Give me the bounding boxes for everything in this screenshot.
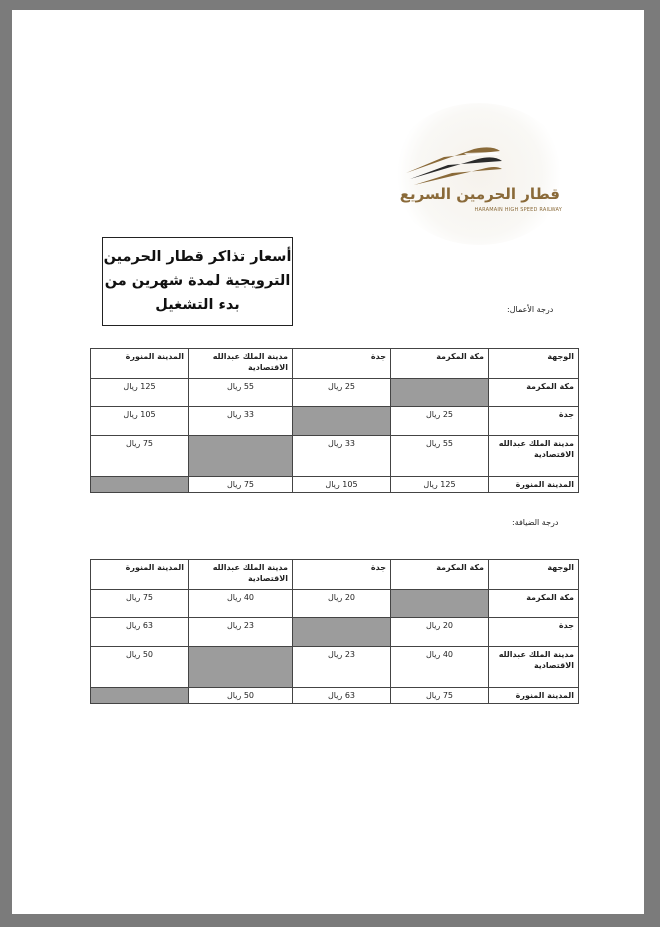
table-row [91,647,579,688]
fare-cell: 55 ريال [189,379,293,407]
haramain-logo [390,103,568,245]
row-destination: المدينة المنورة [489,688,579,704]
logo-english-name: HARAMAIN HIGH SPEED RAILWAY [474,207,562,213]
empty-cell [293,407,391,436]
title-line: بدء التشغيل [155,297,240,313]
header-destination: الوجهة [489,560,579,590]
fare-cell: 55 ريال [391,436,489,477]
fare-cell: 105 ريال [293,477,391,493]
fare-cell: 50 ريال [189,688,293,704]
fare-cell: 75 ريال [391,688,489,704]
business-class-label: درجة الأعمال: [507,305,554,314]
logo-arabic-name: قطار الحرمين السريع [399,185,560,203]
table-row [91,379,579,407]
header-madinah: المدينة المنورة [91,560,189,590]
fare-cell: 125 ريال [91,379,189,407]
fare-cell: 20 ريال [391,618,489,647]
header-makkah: مكة المكرمة [391,560,489,590]
row-destination: مدينة الملك عبدالله الاقتصادية [489,436,579,477]
fare-cell: 20 ريال [293,590,391,618]
row-destination: مدينة الملك عبدالله الاقتصادية [489,647,579,688]
table-header-row [91,560,579,590]
table-row [91,618,579,647]
table-header-row [91,349,579,379]
row-destination: مكة المكرمة [489,379,579,407]
document-title [102,237,293,326]
header-jeddah: جدة [293,349,391,379]
document-page [12,10,644,914]
table-row [91,590,579,618]
fare-cell: 75 ريال [91,436,189,477]
header-destination: الوجهة [489,349,579,379]
empty-cell [91,688,189,704]
fare-cell: 75 ريال [91,590,189,618]
fare-cell: 25 ريال [293,379,391,407]
header-makkah: مكة المكرمة [391,349,489,379]
fare-cell: 23 ريال [293,647,391,688]
fare-cell: 105 ريال [91,407,189,436]
row-destination: مكة المكرمة [489,590,579,618]
fare-cell: 50 ريال [91,647,189,688]
economy-fares-table [90,559,579,704]
fare-cell: 23 ريال [189,618,293,647]
fare-cell: 125 ريال [391,477,489,493]
header-kaec: مدينة الملك عبدالله الاقتصادية [189,349,293,379]
fare-cell: 63 ريال [293,688,391,704]
header-madinah: المدينة المنورة [91,349,189,379]
table-row [91,436,579,477]
empty-cell [189,436,293,477]
empty-cell [391,379,489,407]
train-logo-icon [404,143,504,191]
fare-cell: 63 ريال [91,618,189,647]
fare-cell: 25 ريال [391,407,489,436]
title-line: أسعار تذاكر قطار الحرمين [103,249,292,265]
fare-cell: 33 ريال [189,407,293,436]
header-kaec: مدينة الملك عبدالله الاقتصادية [189,560,293,590]
fare-cell: 33 ريال [293,436,391,477]
header-jeddah: جدة [293,560,391,590]
row-destination: المدينة المنورة [489,477,579,493]
empty-cell [293,618,391,647]
fare-cell: 40 ريال [391,647,489,688]
economy-class-label: درجة الضيافة: [512,518,559,527]
empty-cell [91,477,189,493]
business-fares-table [90,348,579,493]
table-row [91,407,579,436]
table-row [91,477,579,493]
row-destination: جدة [489,618,579,647]
empty-cell [189,647,293,688]
title-line: الترويجية لمدة شهرين من [104,273,291,289]
empty-cell [391,590,489,618]
row-destination: جدة [489,407,579,436]
table-row [91,688,579,704]
fare-cell: 75 ريال [189,477,293,493]
fare-cell: 40 ريال [189,590,293,618]
